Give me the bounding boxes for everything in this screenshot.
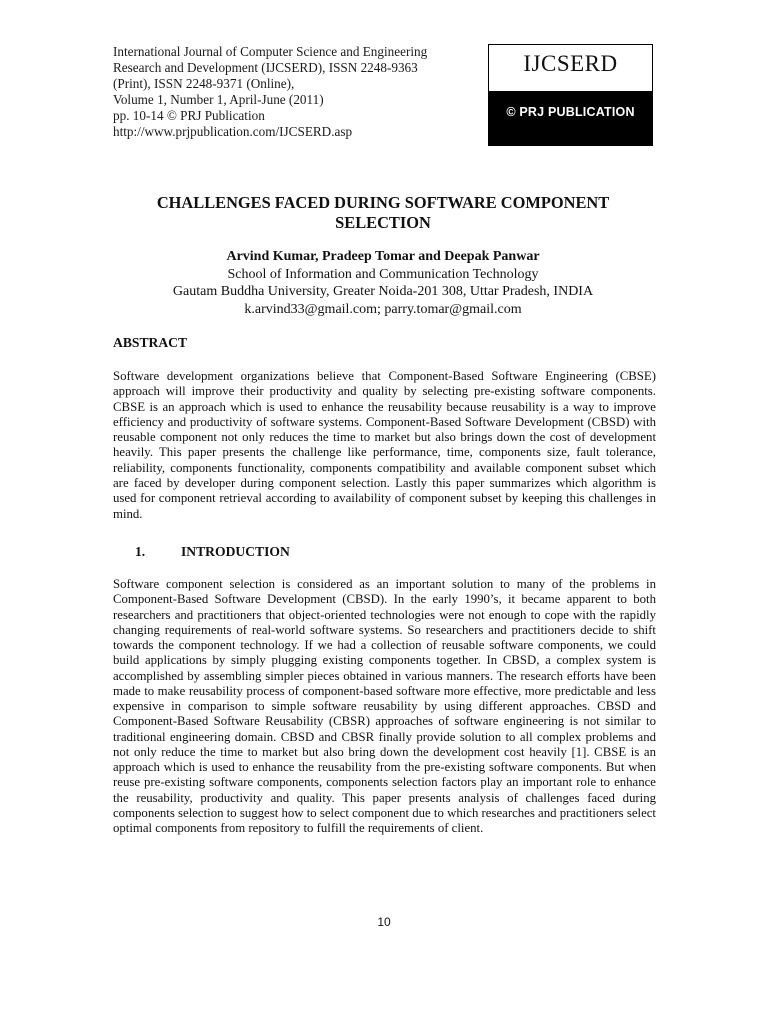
title-line: CHALLENGES FACED DURING SOFTWARE COMPONENT xyxy=(156,193,610,212)
author-names: Arvind Kumar, Pradeep Tomar and Deepak Panwar xyxy=(226,249,540,264)
journal-url: http://www.prjpublication.com/IJCSERD.asp xyxy=(113,124,353,139)
author-block xyxy=(113,248,653,318)
section-number: 1. xyxy=(135,544,146,559)
abstract-text: Software development organizations believe that Component-Based Software Engineering (CBSE) approach will improve their productivity and quality by selecting pre-existing software components. CBSE is an approach which is used to enhance the reusability because reusability is a way to improve efficiency and productivity of software systems. Component-Based Software Development (CBSD) with reusable component not only reduces the time to market but also brings down the cost of development heavily. This paper presents the challenge like performance, time, components size, fault tolerance, reliability, components functionality, components compatibility and available component subset which are faced by developer during component selection. Lastly this paper summarizes which algorithm is used for component retrieval according to availability of component subset by keeping this challenges in mind. xyxy=(113,369,656,521)
journal-line: Volume 1, Number 1, April-June (2011) xyxy=(113,92,324,107)
page-number: 10 xyxy=(377,915,391,929)
section-heading-introduction xyxy=(135,544,290,560)
section-title: INTRODUCTION xyxy=(181,544,290,559)
author-address: Gautam Buddha University, Greater Noida-201 308, Uttar Pradesh, INDIA xyxy=(172,284,594,299)
author-emails: k.arvind33@gmail.com; parry.tomar@gmail.com xyxy=(244,301,522,317)
paper-title xyxy=(113,193,653,233)
journal-line: pp. 10-14 © PRJ Publication xyxy=(113,108,265,123)
journal-line: (Print), ISSN 2248-9371 (Online), xyxy=(113,76,295,91)
author-affiliation: School of Information and Communication Technology xyxy=(227,266,539,282)
journal-logo-box xyxy=(488,44,653,146)
journal-info xyxy=(113,44,473,140)
introduction-text: Software component selection is considered as an important solution to many of the problems in Component-Based Software Development (CBSD). In the early 1990’s, it became apparent to both researchers and practitioners that object-oriented technologies were not enough to cope with the rapidly changing requirements of real-world software systems. So researchers and practitioners decide to shift towards the component technology. If we had a collection of reusable software components, we could build applications by simply plugging existing components together. In CBSD, a complex system is accomplished by assembling simpler pieces obtained in various manners. The research efforts have been made to make reusability process of component-based software more effective, more predictable and less expensive in comparison to simple software reusability by using different approaches. CBSD and Component-Based Software Reusability (CBSR) approaches of software engineering is not similar to traditional engineering domain. CBSD and CBSR finally provide solution to all complex problems and not only reduce the time to market but also bring down the development cost heavily [1]. CBSE is an approach which is used to enhance the reusability from the pre-existing software components. But when reuse pre-existing software components, components selection factors play an important role to enhance the reusability, productivity and quality. This paper presents analysis of challenges faced during components selection to suggest how to select component due to which researches and practitioners select optimal components from repository to fulfill the requirements of client. xyxy=(113,577,656,835)
journal-logo-name: IJCSERD xyxy=(523,51,618,76)
title-line: SELECTION xyxy=(335,213,431,232)
journal-line: Research and Development (IJCSERD), ISSN 2248-9363 xyxy=(113,60,418,75)
publisher-label: © PRJ PUBLICATION xyxy=(506,105,635,119)
abstract-heading: ABSTRACT xyxy=(113,335,188,350)
journal-line: International Journal of Computer Science and Engineering xyxy=(113,44,428,59)
publisher-band xyxy=(489,91,652,146)
